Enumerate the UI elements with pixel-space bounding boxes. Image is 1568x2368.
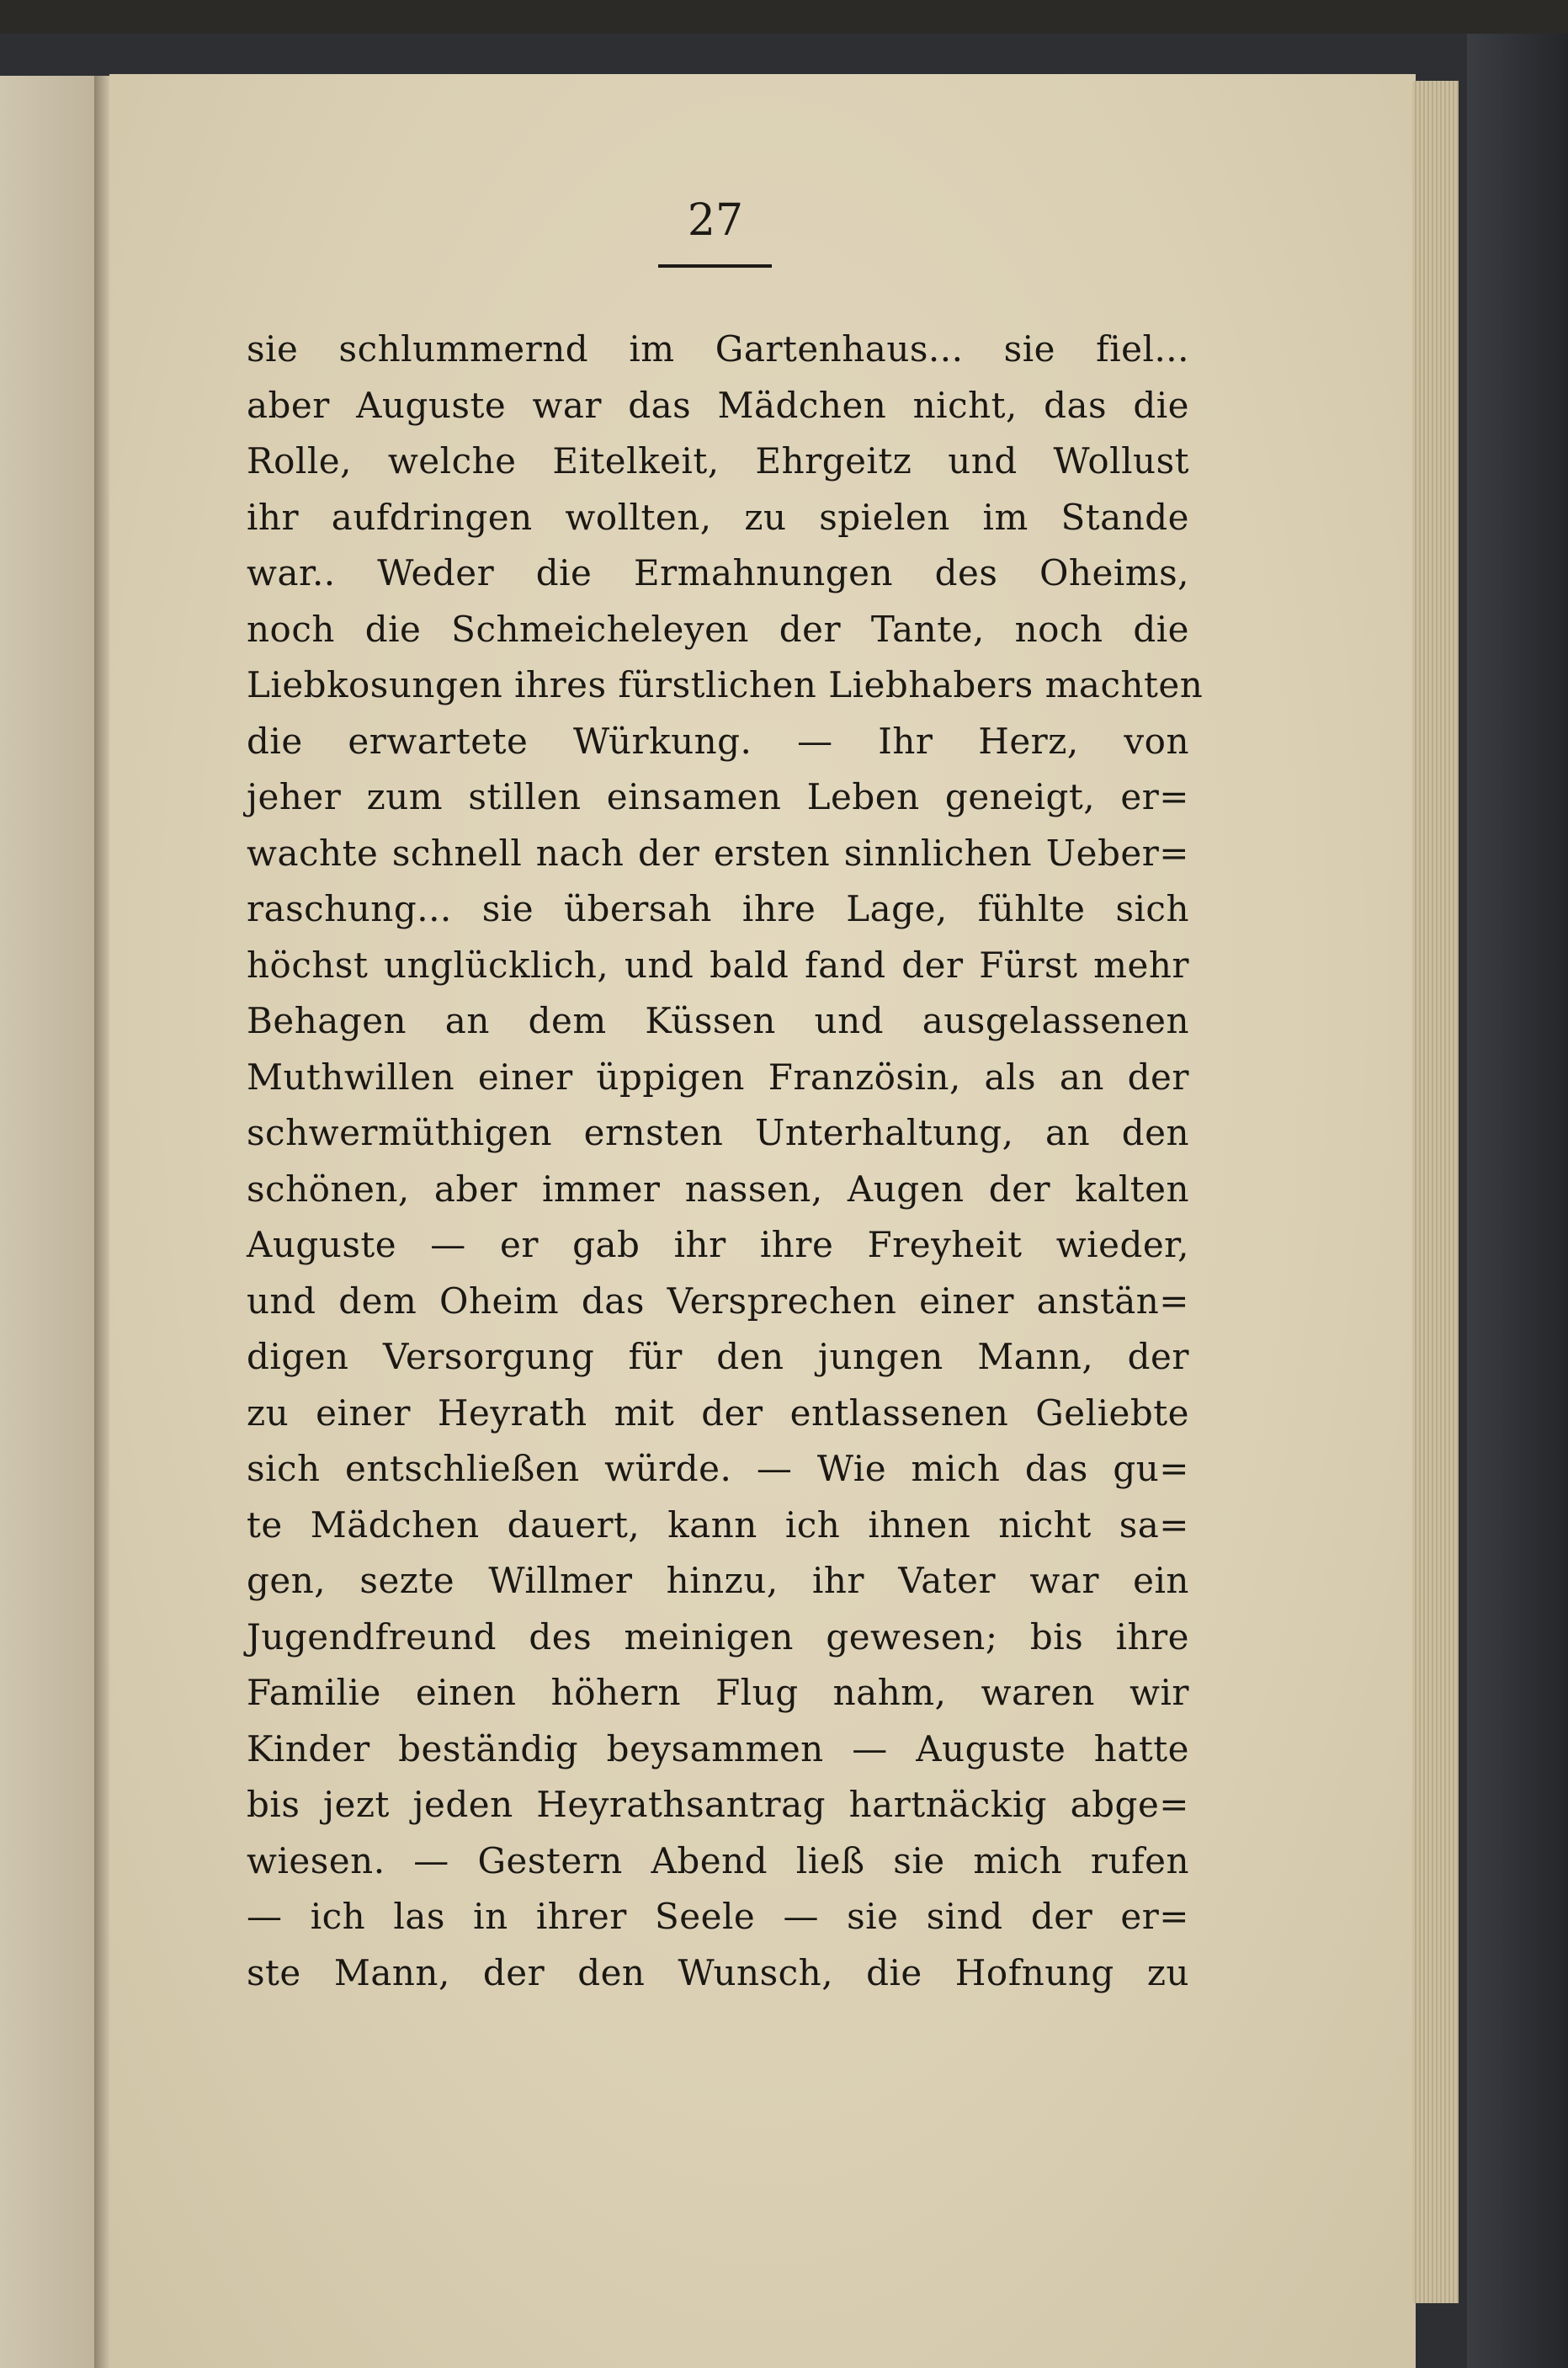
page-number-rule [658,264,772,268]
text-line: wachte schnell nach der ersten sinnlichen Ueber= [247,832,1189,874]
text-line: Kinder beständig beysammen — Auguste hatte [247,1727,1189,1769]
text-line: bis jezt jeden Heyrathsantrag hartnäckig abge= [247,1784,1189,1825]
text-line: Liebkosungen ihres fürstlichen Liebhabers machten [247,664,1204,705]
text-line: schwermüthigen ernsten Unterhaltung, an den [247,1112,1189,1153]
text-line: sie schlummernd im Gartenhaus... sie fiel... [247,328,1189,370]
text-line: gen, sezte Willmer hinzu, ihr Vater war ein [247,1560,1189,1601]
text-line: wiesen. — Gestern Abend ließ sie mich rufen [247,1839,1189,1881]
text-line: sich entschließen würde. — Wie mich das gu= [247,1448,1189,1489]
cover-edge [1467,34,1568,2368]
text-line: war.. Weder die Ermahnungen des Oheims, [247,552,1189,593]
page-number: 27 [687,195,744,246]
text-line: te Mädchen dauert, kann ich ihnen nicht sa= [247,1503,1189,1546]
text-line: raschung... sie übersah ihre Lage, fühlte sich [247,888,1189,929]
text-line: ihr aufdringen wollten, zu spielen im Stande [247,496,1189,538]
text-line: aber Auguste war das Mädchen nicht, das die [247,384,1189,426]
text-line: ste Mann, der den Wunsch, die Hofnung zu [247,1951,1189,1993]
left-page-edge [0,76,99,2368]
text-line: Behagen an dem Küssen und ausgelassenen [247,1000,1189,1041]
text-block [247,322,1204,2001]
text-line: und dem Oheim das Versprechen einer anstän= [247,1280,1189,1322]
text-line: Rolle, welche Eitelkeit, Ehrgeitz und Wollust [247,440,1189,482]
text-line: jeher zum stillen einsamen Leben geneigt, er= [247,776,1189,817]
text-line: die erwartete Würkung. — Ihr Herz, von [247,720,1189,762]
text-line: noch die Schmeicheleyen der Tante, noch die [247,608,1189,650]
text-line: Familie einen höhern Flug nahm, waren wir [247,1672,1189,1713]
text-line: — ich las in ihrer Seele — sie sind der er= [247,1896,1189,1937]
text-line: Auguste — er gab ihr ihre Freyheit wieder, [247,1224,1189,1265]
text-line: Jugendfreund des meinigen gewesen; bis ihre [247,1615,1189,1658]
text-line: Muthwillen einer üppigen Französin, als an der [247,1056,1189,1098]
text-line: höchst unglücklich, und bald fand der Fürst mehr [247,944,1189,986]
page-stack-edge [1412,81,1459,2303]
text-line: zu einer Heyrath mit der entlassenen Geliebte [247,1392,1189,1434]
text-line: schönen, aber immer nassen, Augen der kalten [247,1168,1189,1210]
text-line: digen Versorgung für den jungen Mann, der [247,1336,1189,1377]
